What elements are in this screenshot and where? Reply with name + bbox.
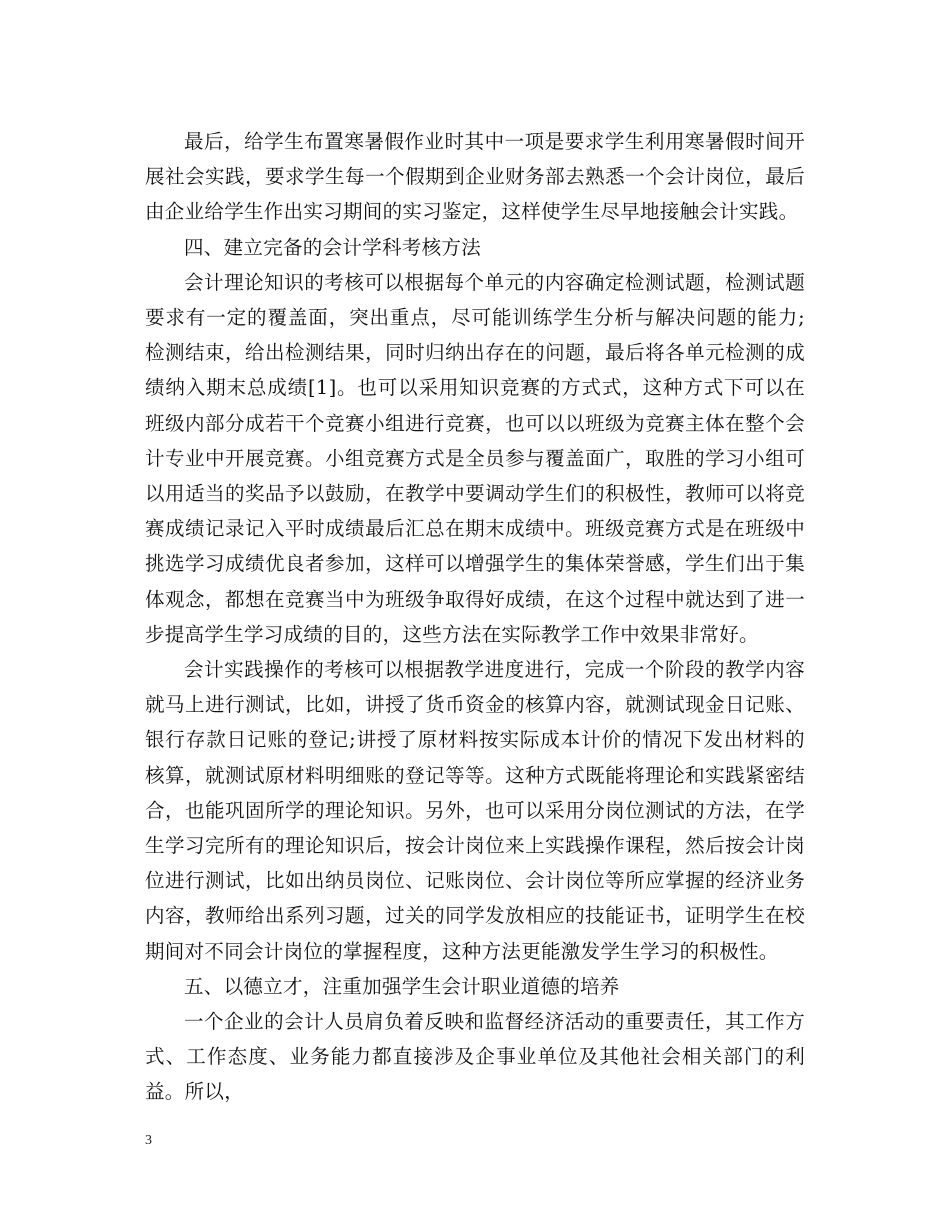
paragraph-winter-summer-practice: 最后，给学生布置寒暑假作业时其中一项是要求学生利用寒暑假时间开展社会实践，要求学生每一个假期到企业财务部去熟悉一个会计岗位，最后由企业给学生作出实习期间的实习鉴定，这样使学生尽早地接触会计实践。	[145, 130, 805, 224]
section-heading-ethics: 五、以德立才，注重加强学生会计职业道德的培养	[184, 974, 620, 998]
page-number: 3	[145, 1133, 152, 1148]
paragraph-theory-assessment: 会计理论知识的考核可以根据每个单元的内容确定检测试题，检测试题要求有一定的覆盖面，突出重点，尽可能训练学生分析与解决问题的能力;检测结束，给出检测结果，同时归纳出存在的问题，最后将各单元检测的成绩纳入期末总成绩[1]。也可以采用知识竞赛的方式式，这种方式下可以在班级内部分成若干个竞赛小组进行竞赛，也可以以班级为竞赛主体在整个会计专业中开展竞赛。小组竞赛方式是全员参与覆盖面广，取胜的学习小组可以用适当的奖品予以鼓励，在教学中要调动学生们的积极性，教师可以将竞赛成绩记录记入平时成绩最后汇总在期末成绩中。班级竞赛方式是在班级中挑选学习成绩优良者参加，这样可以增强学生的集体荣誉感，学生们出于集体观念，都想在竞赛当中为班级争取得好成绩，在这个过程中就达到了进一步提高学生学习成绩的目的，这些方法在实际教学工作中效果非常好。	[145, 270, 805, 646]
section-heading-assessment: 四、建立完备的会计学科考核方法	[184, 235, 482, 259]
paragraph-practice-assessment: 会计实践操作的考核可以根据教学进度进行，完成一个阶段的教学内容就马上进行测试，比如，讲授了货币资金的核算内容，就测试现金日记账、银行存款日记账的登记;讲授了原材料按实际成本计价的情况下发出材料的核算，就测试原材料明细账的登记等等。这种方式既能将理论和实践紧密结合，也能巩固所学的理论知识。另外，也可以采用分岗位测试的方法，在学生学习完所有的理论知识后，按会计岗位来上实践操作课程，然后按会计岗位进行测试，比如出纳员岗位、记账岗位、会计岗位等所应掌握的经济业务内容，教师给出系列习题，过关的同学发放相应的技能证书，证明学生在校期间对不同会计岗位的掌握程度，这种方法更能激发学生学习的积极性。	[145, 658, 805, 963]
paragraph-accountant-responsibility: 一个企业的会计人员肩负着反映和监督经济活动的重要责任，其工作方式、工作态度、业务能力都直接涉及企事业单位及其他社会相关部门的利益。所以，	[145, 1010, 805, 1104]
document-body	[145, 124, 805, 1110]
